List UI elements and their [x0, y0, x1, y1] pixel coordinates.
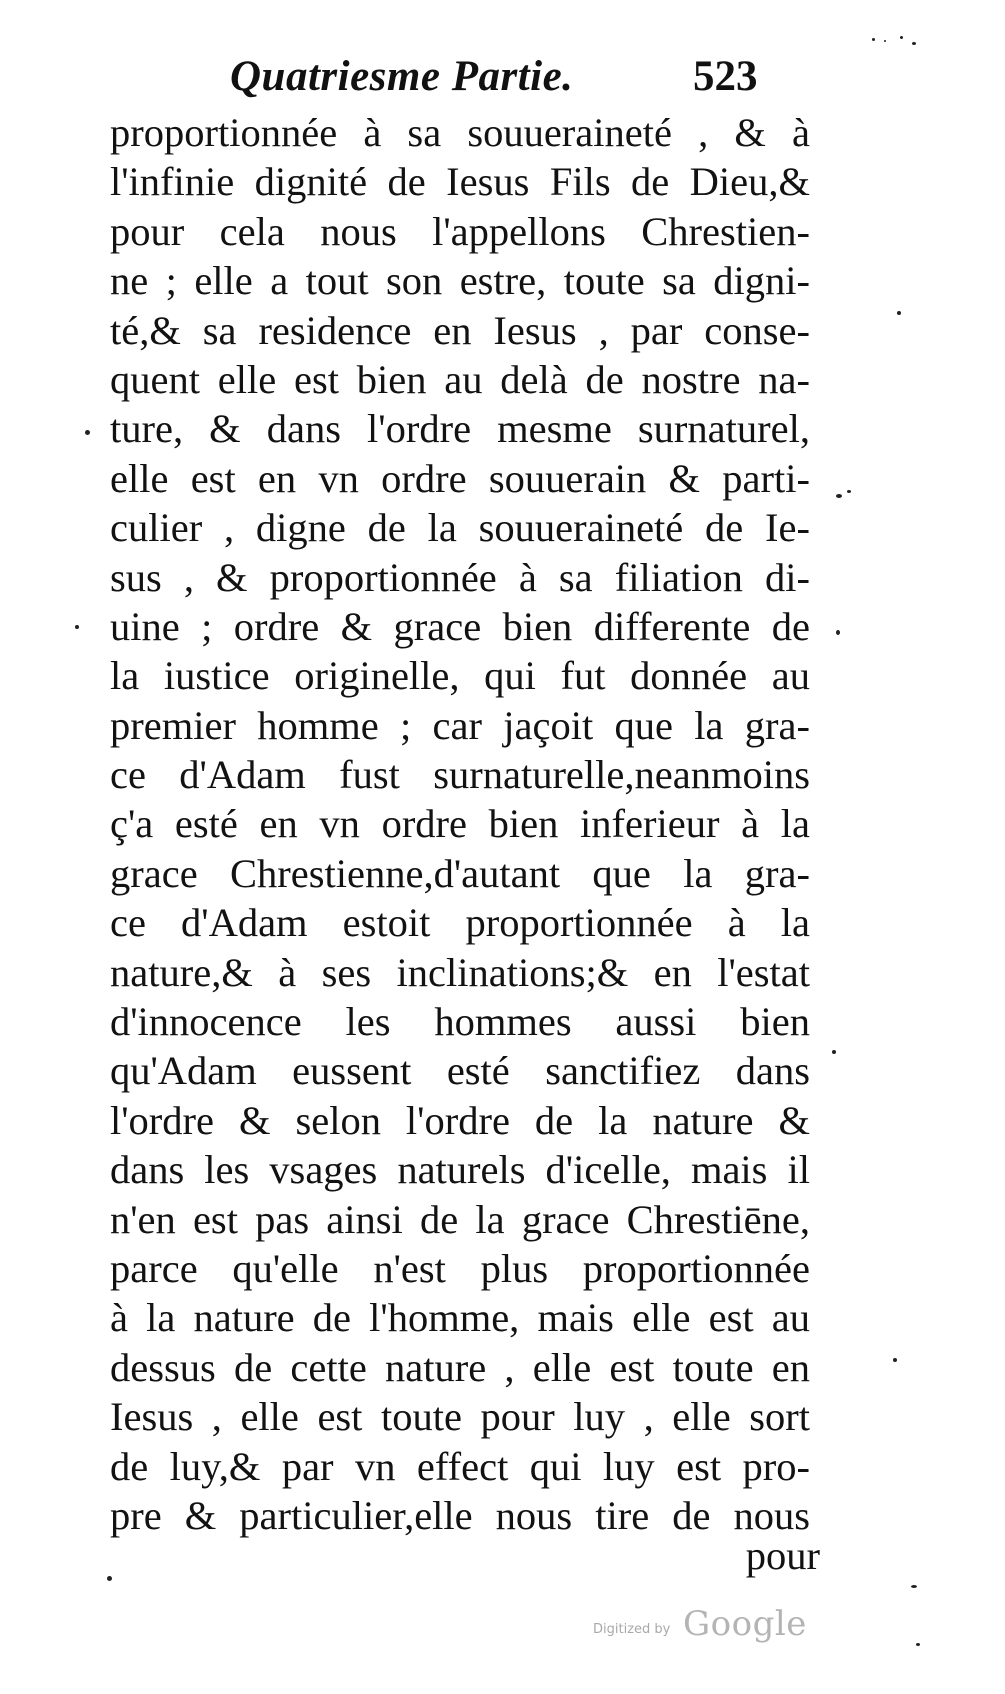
text-line: ce d'Adam estoit proportionnée à la — [110, 900, 810, 946]
text-line: ne ; elle a tout son estre, toute sa digni- — [110, 258, 810, 304]
text-line: elle est en vn ordre souuerain & parti- — [110, 455, 810, 501]
text-line: nature,& à ses inclinations;& en l'estat — [110, 949, 810, 995]
scan-speck — [900, 36, 903, 39]
scan-speck — [832, 1050, 836, 1054]
scan-speck — [107, 1576, 112, 1581]
scan-speck — [75, 625, 79, 629]
scan-speck — [916, 1643, 920, 1646]
scan-speck — [872, 38, 875, 41]
text-line: ce d'Adam fust surnaturelle,neanmoins — [110, 752, 810, 798]
text-line: dessus de cette nature , elle est toute en — [110, 1344, 810, 1390]
text-line: qu'Adam eussent esté sanctifiez dans — [110, 1048, 810, 1094]
text-line: l'infinie dignité de Iesus Fils de Dieu,& — [110, 159, 810, 205]
scan-speck — [836, 494, 842, 498]
text-line: ç'a esté en vn ordre bien inferieur à la — [110, 801, 810, 847]
scan-speck — [912, 42, 916, 45]
text-line: uine ; ordre & grace bien differente de — [110, 603, 810, 649]
scan-speck — [836, 630, 840, 635]
running-title: Quatriesme Partie. — [230, 53, 574, 100]
text-line: premier homme ; car jaçoit que la gra- — [110, 702, 810, 748]
google-logo-text: Google — [683, 1604, 807, 1644]
text-line: sus , & proportionnée à sa filiation di- — [110, 554, 810, 600]
text-line: té,& sa residence en Iesus , par conse- — [110, 307, 810, 353]
catchword: pour — [745, 1533, 820, 1578]
text-line: d'innocence les hommes aussi bien — [110, 999, 810, 1045]
digitized-by-google-watermark — [593, 1604, 813, 1648]
scan-speck — [897, 311, 901, 315]
text-line: parce qu'elle n'est plus proportionnée — [110, 1245, 810, 1291]
text-line: quent elle est bien au delà de nostre na- — [110, 356, 810, 402]
text-line: la iustice originelle, qui fut donnée au — [110, 653, 810, 699]
text-line: pre & particulier,elle nous tire de nous — [110, 1492, 810, 1538]
text-line: n'en est pas ainsi de la grace Chrestiēne, — [110, 1196, 810, 1242]
body-text — [110, 108, 810, 1540]
scan-speck — [847, 490, 851, 493]
watermark-digitized-text: Digitized by — [593, 1622, 671, 1637]
text-line: grace Chrestienne,d'autant que la gra- — [110, 850, 810, 896]
text-line: de luy,& par vn effect qui luy est pro- — [110, 1443, 810, 1489]
scan-speck — [893, 1358, 897, 1362]
scan-speck — [884, 40, 886, 42]
text-line: dans les vsages naturels d'icelle, mais il — [110, 1147, 810, 1193]
scan-speck — [85, 430, 90, 435]
text-line: pour cela nous l'appellons Chrestien- — [110, 208, 810, 254]
text-line: culier , digne de la souueraineté de Ie- — [110, 505, 810, 551]
text-line: Iesus , elle est toute pour luy , elle sort — [110, 1394, 810, 1440]
running-head — [230, 52, 770, 112]
text-line: ture, & dans l'ordre mesme surnaturel, — [110, 406, 810, 452]
page-number: 523 — [693, 53, 758, 100]
scan-speck — [911, 1585, 917, 1588]
text-line: l'ordre & selon l'ordre de la nature & — [110, 1097, 810, 1143]
text-line: à la nature de l'homme, mais elle est au — [110, 1295, 810, 1341]
text-line: proportionnée à sa souueraineté , & à — [110, 110, 810, 155]
